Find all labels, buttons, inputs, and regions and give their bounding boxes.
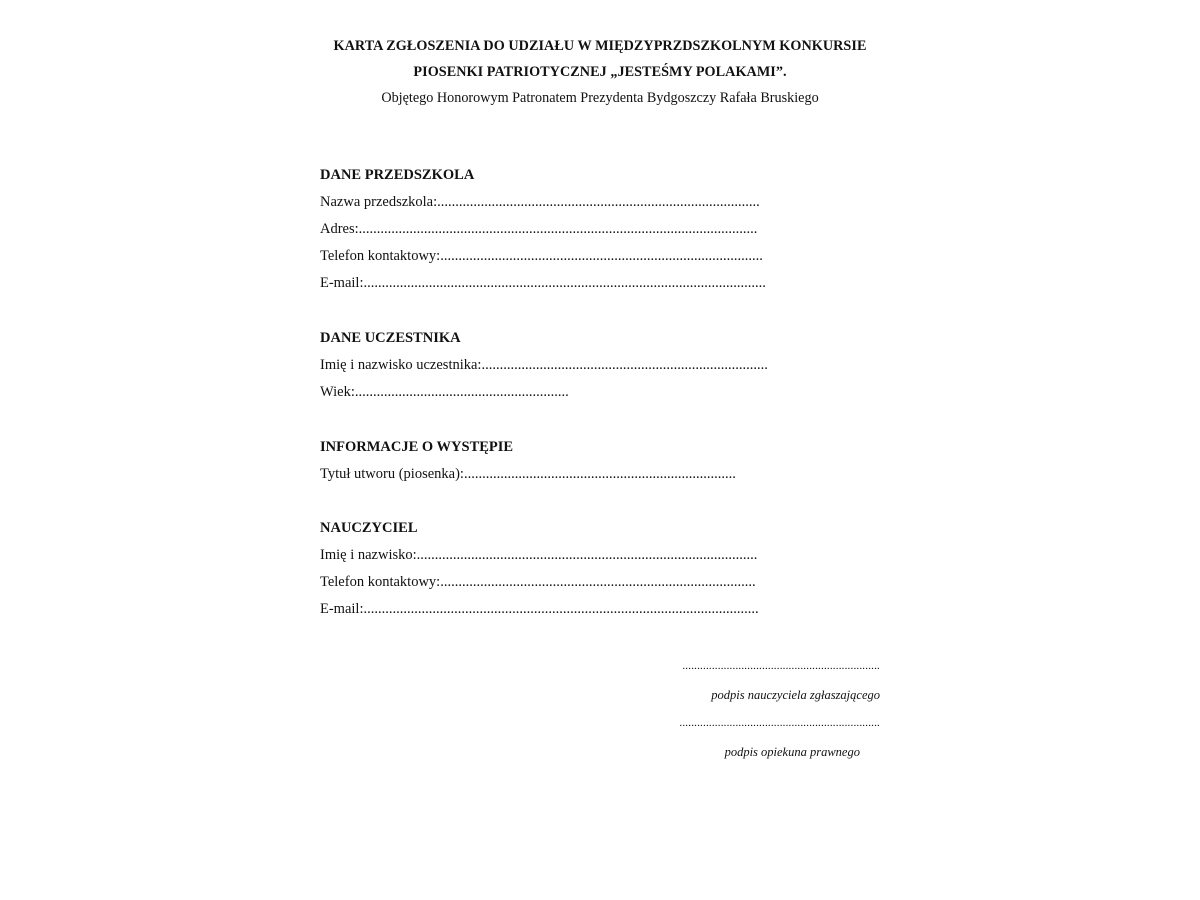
teacher-phone-field: Telefon kontaktowy:....................................................................................... <box>320 574 756 590</box>
form-subtitle: Objętego Honorowym Patronatem Prezydenta Bydgoszczy Rafała Bruskiego <box>381 90 819 106</box>
teacher-name-field: Imię i nazwisko:.............................................................................................. <box>320 547 758 563</box>
guardian-signature-line: .................................................................... <box>679 717 880 729</box>
guardian-signature-caption: podpis opiekuna prawnego <box>724 745 860 759</box>
preschool-address-field: Adres:.............................................................................................................. <box>320 221 758 237</box>
teacher-signature-caption: podpis nauczyciela zgłaszającego <box>711 688 880 702</box>
participant-age-field: Wiek:........................................................... <box>320 384 569 400</box>
song-title-field: Tytuł utworu (piosenka):........................................................................... <box>320 466 736 482</box>
section-heading-teacher: NAUCZYCIEL <box>320 520 418 536</box>
form-title-line-1: KARTA ZGŁOSZENIA DO UDZIAŁU W MIĘDZYPRZDSZKOLNYM KONKURSIE <box>333 38 867 54</box>
section-heading-participant: DANE UCZESTNIKA <box>320 330 461 346</box>
preschool-name-field: Nazwa przedszkola:......................................................................................... <box>320 194 760 210</box>
teacher-signature-line: ................................................................... <box>682 660 880 672</box>
application-form-page <box>320 0 880 900</box>
section-heading-preschool: DANE PRZEDSZKOLA <box>320 167 475 183</box>
preschool-phone-field: Telefon kontaktowy:......................................................................................... <box>320 248 763 264</box>
participant-name-field: Imię i nazwisko uczestnika:............................................................................... <box>320 357 768 373</box>
preschool-email-field: E-mail:............................................................................................................... <box>320 275 766 291</box>
form-title-line-2: PIOSENKI PATRIOTYCZNEJ „JESTEŚMY POLAKAMI”. <box>413 64 787 80</box>
section-heading-performance: INFORMACJE O WYSTĘPIE <box>320 439 514 455</box>
teacher-email-field: E-mail:............................................................................................................. <box>320 601 759 617</box>
